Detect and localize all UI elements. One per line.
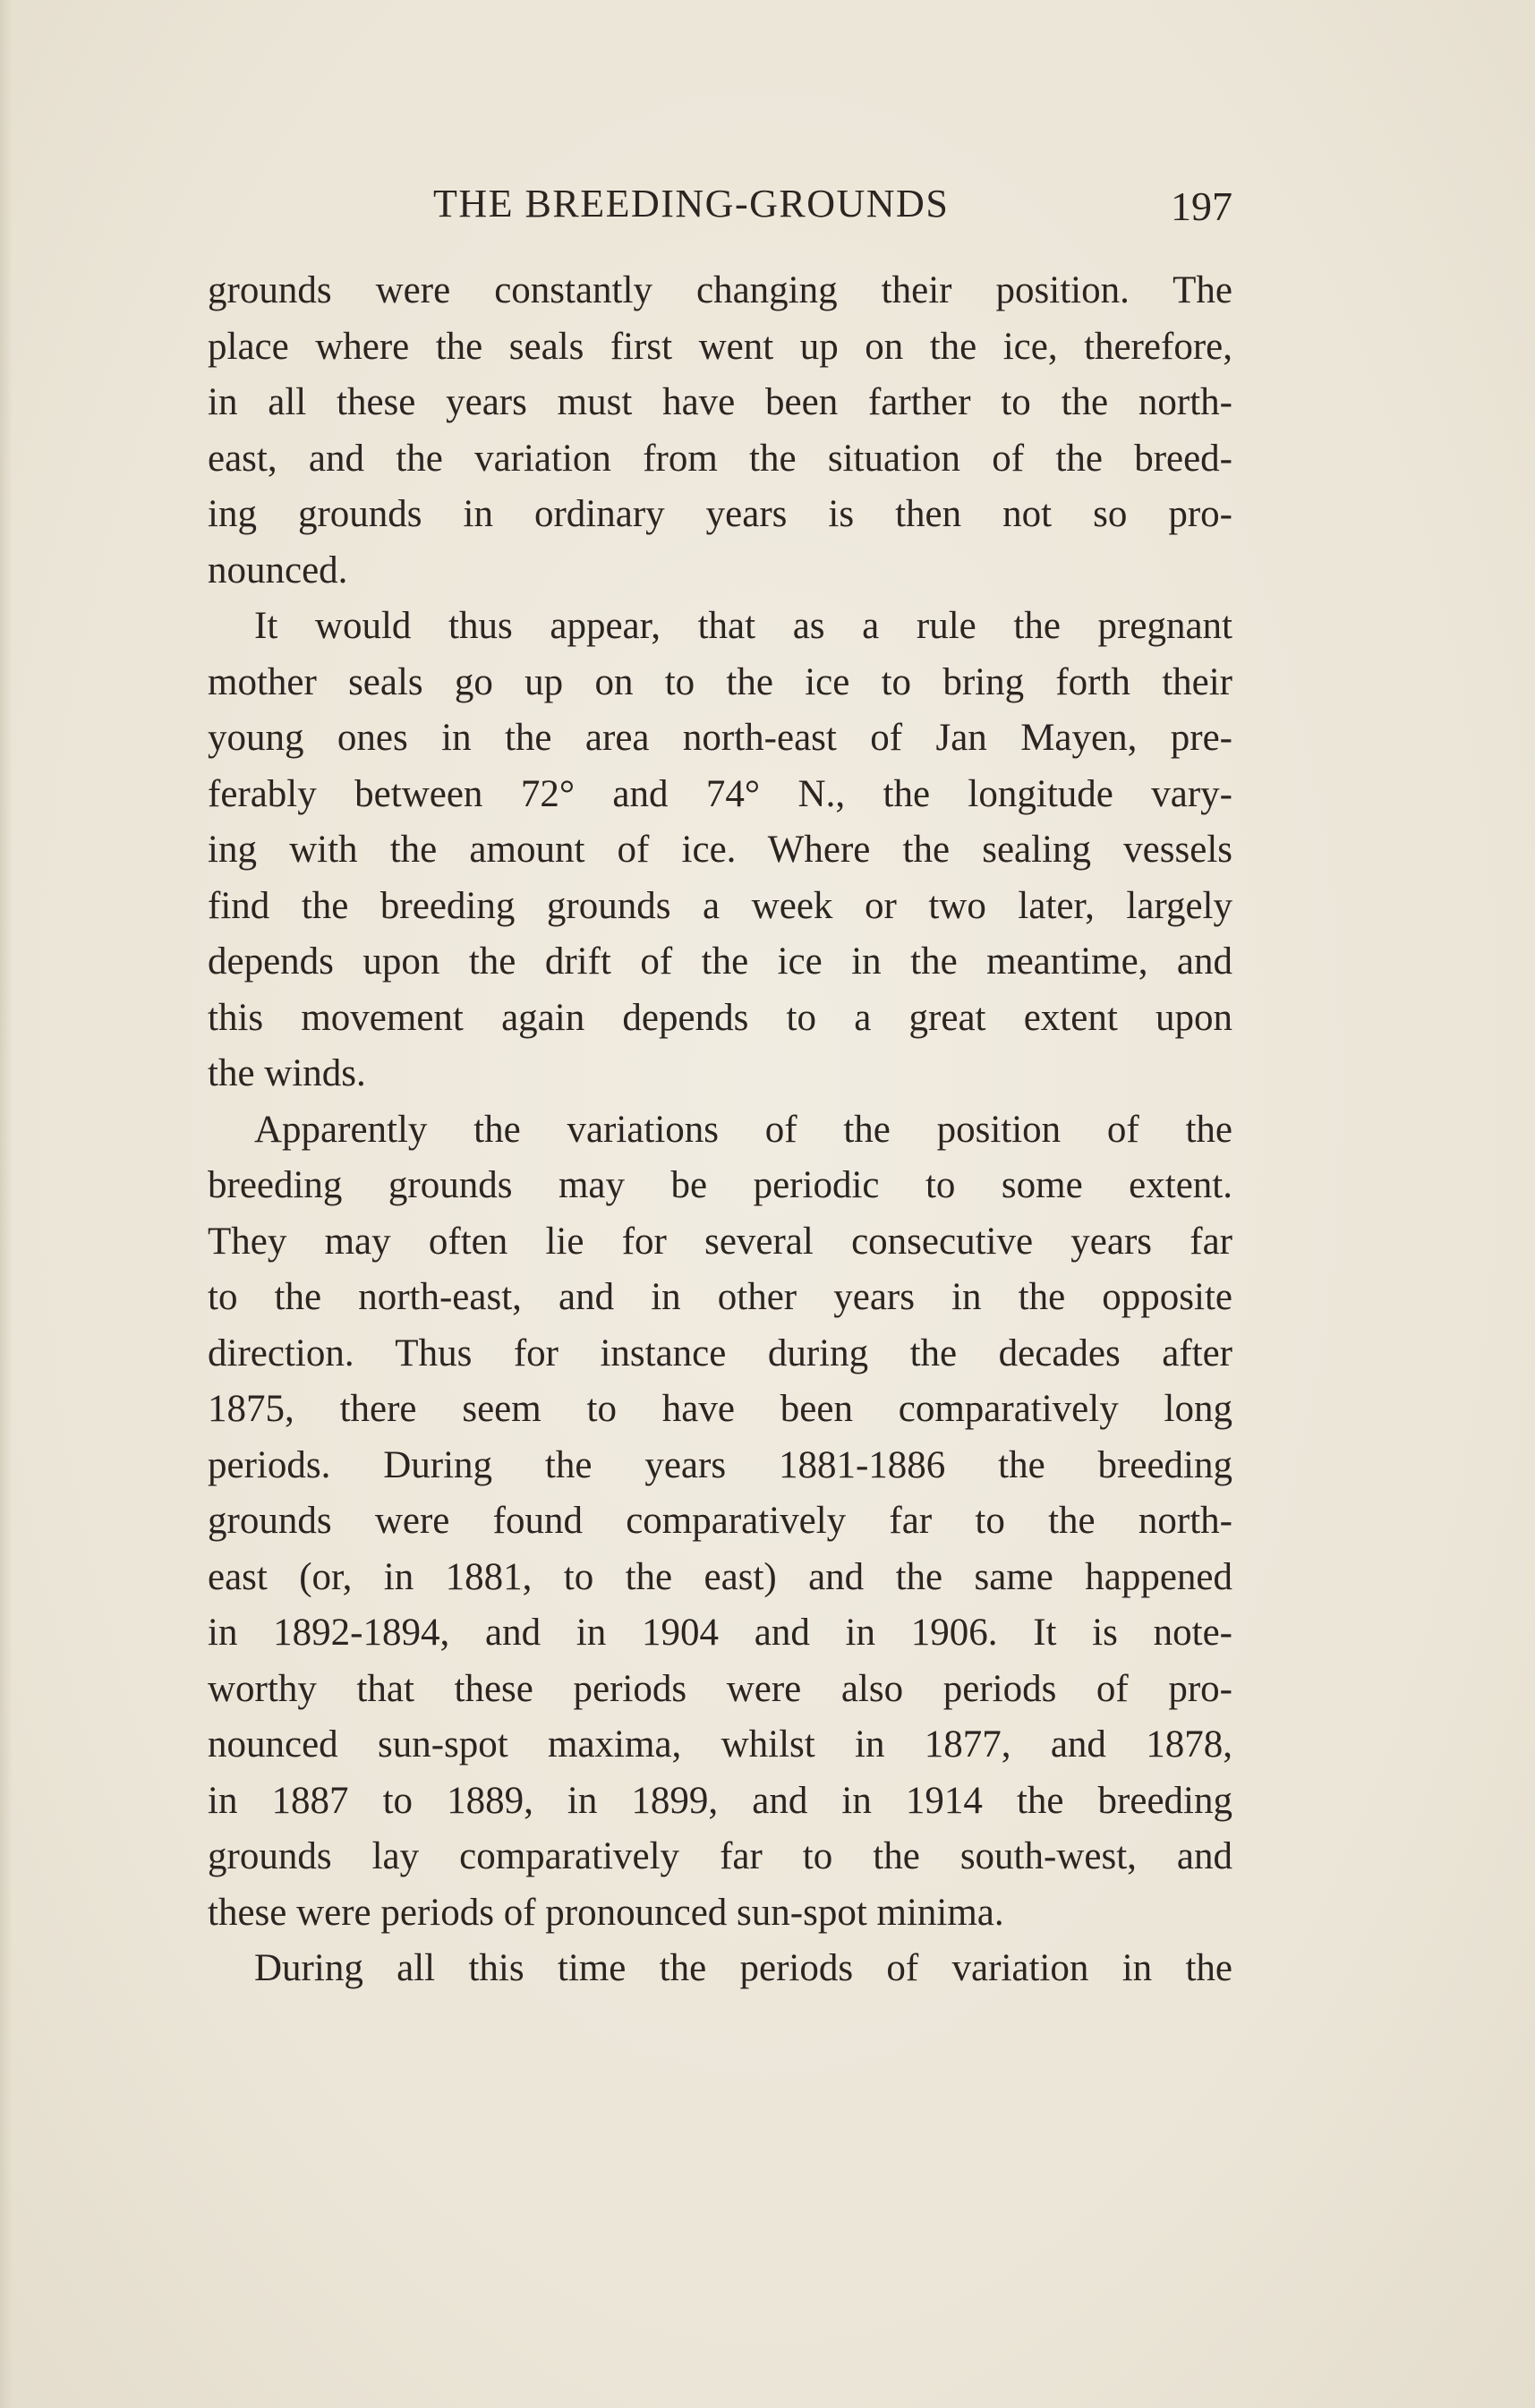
text-line: in 1892-1894, and in 1904 and in 1906. It is note- <box>208 1612 1232 1654</box>
text-line: nounced. <box>208 549 348 591</box>
text-line: these were periods of pronounced sun-spot minima. <box>208 1891 1004 1934</box>
text-line: breeding grounds may be periodic to some extent. <box>208 1164 1232 1206</box>
text-line: grounds lay comparatively far to the south-west, and <box>208 1835 1232 1877</box>
text-line: the winds. <box>208 1052 366 1094</box>
text-line: east (or, in 1881, to the east) and the same happened <box>208 1555 1232 1598</box>
text-line: place where the seals first went up on the ice, therefore, <box>208 325 1232 368</box>
text-line: in 1887 to 1889, in 1899, and in 1914 the breeding <box>208 1779 1232 1822</box>
text-line: 1875, there seem to have been comparatively long <box>208 1388 1232 1430</box>
text-line: It would thus appear, that as a rule the pregnant <box>254 605 1232 647</box>
text-line: periods. During the years 1881-1886 the breeding <box>208 1443 1232 1486</box>
page-number: 197 <box>1171 183 1232 229</box>
text-line: this movement again depends to a great extent upon <box>208 996 1232 1039</box>
text-line: nounced sun-spot maxima, whilst in 1877, and 1878, <box>208 1723 1232 1766</box>
body-text <box>208 263 1232 1997</box>
text-line: find the breeding grounds a week or two later, largely <box>208 884 1232 927</box>
text-line: ferably between 72° and 74° N., the longitude vary- <box>208 772 1232 815</box>
text-line: grounds were found comparatively far to the north- <box>208 1500 1232 1542</box>
text-line: During all this time the periods of variation in the <box>254 1947 1232 1989</box>
text-line: young ones in the area north-east of Jan Mayen, pre- <box>208 717 1232 759</box>
text-line: direction. Thus for instance during the decades after <box>208 1332 1232 1374</box>
text-line: depends upon the drift of the ice in the meantime, and <box>208 940 1232 983</box>
text-line: east, and the variation from the situation of the breed- <box>208 437 1232 480</box>
text-line: in all these years must have been farther to the north- <box>208 381 1232 423</box>
page-gutter-shadow <box>0 0 13 2408</box>
running-head: THE BREEDING-GROUNDS <box>433 182 950 225</box>
text-line: grounds were constantly changing their position. The <box>208 269 1232 311</box>
text-line: ing grounds in ordinary years is then not so pro- <box>208 493 1232 535</box>
text-line: mother seals go up on to the ice to bring forth their <box>208 660 1232 703</box>
text-line: ing with the amount of ice. Where the sealing vessels <box>208 829 1232 871</box>
text-line: Apparently the variations of the position of the <box>254 1108 1232 1151</box>
text-line: to the north-east, and in other years in the opposite <box>208 1276 1232 1318</box>
text-line: worthy that these periods were also periods of pro- <box>208 1667 1232 1710</box>
page-header <box>208 177 1232 240</box>
text-line: They may often lie for several consecutive years far <box>208 1220 1232 1263</box>
